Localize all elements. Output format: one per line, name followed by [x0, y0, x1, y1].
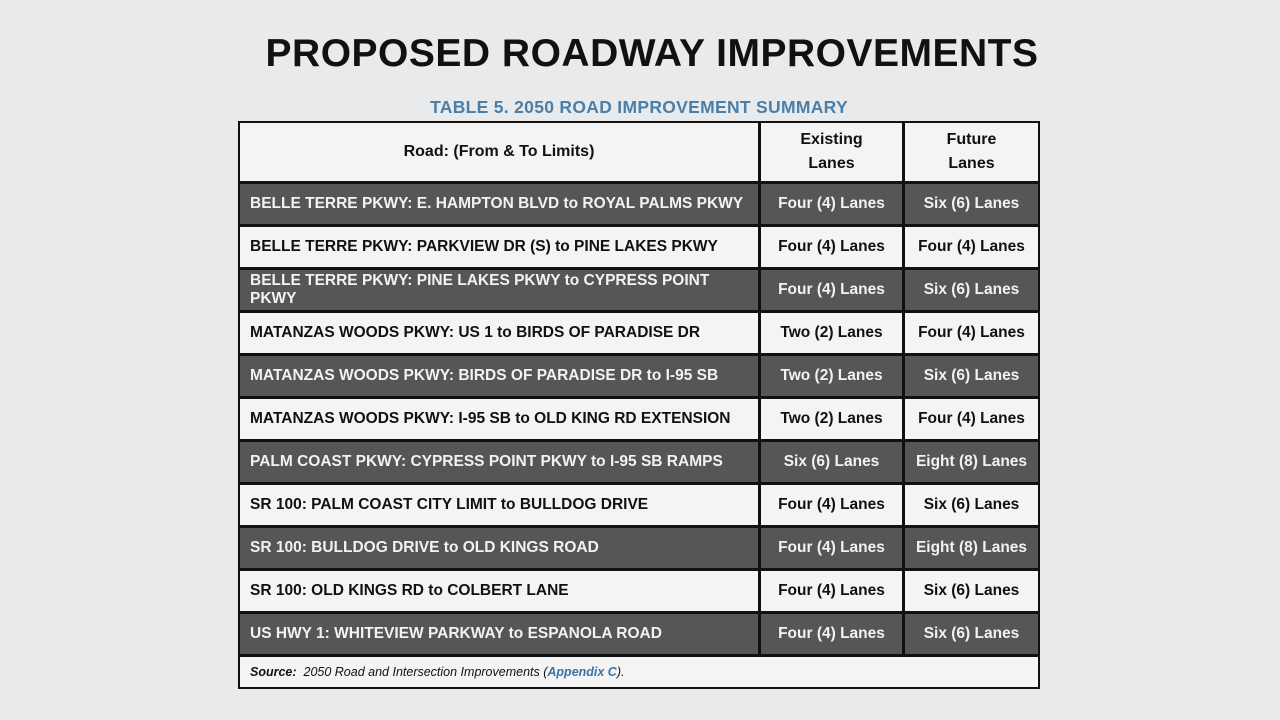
table-row	[240, 184, 1038, 227]
existing-lanes-cell: Six (6) Lanes	[761, 442, 905, 485]
future-lanes-cell: Six (6) Lanes	[905, 270, 1038, 313]
source-suffix: ).	[616, 665, 625, 679]
header-existing-line2: Lanes	[808, 155, 855, 172]
existing-lanes-cell: Four (4) Lanes	[761, 184, 905, 227]
table-row	[240, 485, 1038, 528]
road-improvement-table-frame	[238, 121, 1040, 689]
existing-lanes-cell: Four (4) Lanes	[761, 227, 905, 270]
future-lanes-cell: Six (6) Lanes	[905, 614, 1038, 657]
existing-lanes-cell: Two (2) Lanes	[761, 356, 905, 399]
slide-title: PROPOSED ROADWAY IMPROVEMENTS	[265, 32, 1039, 75]
future-lanes-cell: Four (4) Lanes	[905, 313, 1038, 356]
table-row	[240, 614, 1038, 657]
table-row	[240, 442, 1038, 485]
existing-lanes-cell: Four (4) Lanes	[761, 528, 905, 571]
header-future-line1: Future	[946, 131, 997, 148]
future-lanes-cell: Six (6) Lanes	[905, 485, 1038, 528]
road-cell: MATANZAS WOODS PKWY: BIRDS OF PARADISE DR to I-95 SB	[240, 356, 761, 399]
table-footer-row	[240, 657, 1038, 687]
road-cell: SR 100: BULLDOG DRIVE to OLD KINGS ROAD	[240, 528, 761, 571]
future-lanes-cell: Six (6) Lanes	[905, 571, 1038, 614]
future-lanes-cell: Eight (8) Lanes	[905, 442, 1038, 485]
future-lanes-cell: Six (6) Lanes	[905, 356, 1038, 399]
source-note	[240, 657, 1038, 687]
road-cell: MATANZAS WOODS PKWY: US 1 to BIRDS OF PARADISE DR	[240, 313, 761, 356]
table-header-row	[240, 123, 1038, 184]
existing-lanes-cell: Four (4) Lanes	[761, 614, 905, 657]
road-improvement-table	[240, 123, 1038, 687]
table-row	[240, 227, 1038, 270]
road-cell: SR 100: PALM COAST CITY LIMIT to BULLDOG DRIVE	[240, 485, 761, 528]
road-cell: BELLE TERRE PKWY: PINE LAKES PKWY to CYPRESS POINT PKWY	[240, 270, 761, 313]
road-cell: MATANZAS WOODS PKWY: I-95 SB to OLD KING RD EXTENSION	[240, 399, 761, 442]
road-cell: PALM COAST PKWY: CYPRESS POINT PKWY to I-95 SB RAMPS	[240, 442, 761, 485]
header-future-lanes	[905, 123, 1038, 184]
source-label: Source:	[250, 665, 297, 679]
existing-lanes-cell: Two (2) Lanes	[761, 313, 905, 356]
header-existing-line1: Existing	[800, 131, 863, 148]
existing-lanes-cell: Four (4) Lanes	[761, 270, 905, 313]
future-lanes-cell: Eight (8) Lanes	[905, 528, 1038, 571]
table-row	[240, 313, 1038, 356]
header-road-label: Road: (From & To Limits)	[403, 143, 595, 160]
table-row	[240, 399, 1038, 442]
future-lanes-cell: Four (4) Lanes	[905, 399, 1038, 442]
header-road	[240, 123, 761, 184]
future-lanes-cell: Four (4) Lanes	[905, 227, 1038, 270]
table-row	[240, 270, 1038, 313]
existing-lanes-cell: Four (4) Lanes	[761, 485, 905, 528]
source-text: 2050 Road and Intersection Improvements (	[303, 665, 548, 679]
table-row	[240, 528, 1038, 571]
future-lanes-cell: Six (6) Lanes	[905, 184, 1038, 227]
road-cell: BELLE TERRE PKWY: PARKVIEW DR (S) to PINE LAKES PKWY	[240, 227, 761, 270]
table-caption: TABLE 5. 2050 ROAD IMPROVEMENT SUMMARY	[430, 97, 848, 117]
road-cell: US HWY 1: WHITEVIEW PARKWAY to ESPANOLA ROAD	[240, 614, 761, 657]
road-cell: BELLE TERRE PKWY: E. HAMPTON BLVD to ROYAL PALMS PKWY	[240, 184, 761, 227]
road-cell: SR 100: OLD KINGS RD to COLBERT LANE	[240, 571, 761, 614]
appendix-c-link[interactable]: Appendix C	[547, 665, 617, 679]
header-future-line2: Lanes	[948, 155, 995, 172]
existing-lanes-cell: Two (2) Lanes	[761, 399, 905, 442]
table-row	[240, 356, 1038, 399]
existing-lanes-cell: Four (4) Lanes	[761, 571, 905, 614]
table-row	[240, 571, 1038, 614]
header-existing-lanes	[761, 123, 905, 184]
